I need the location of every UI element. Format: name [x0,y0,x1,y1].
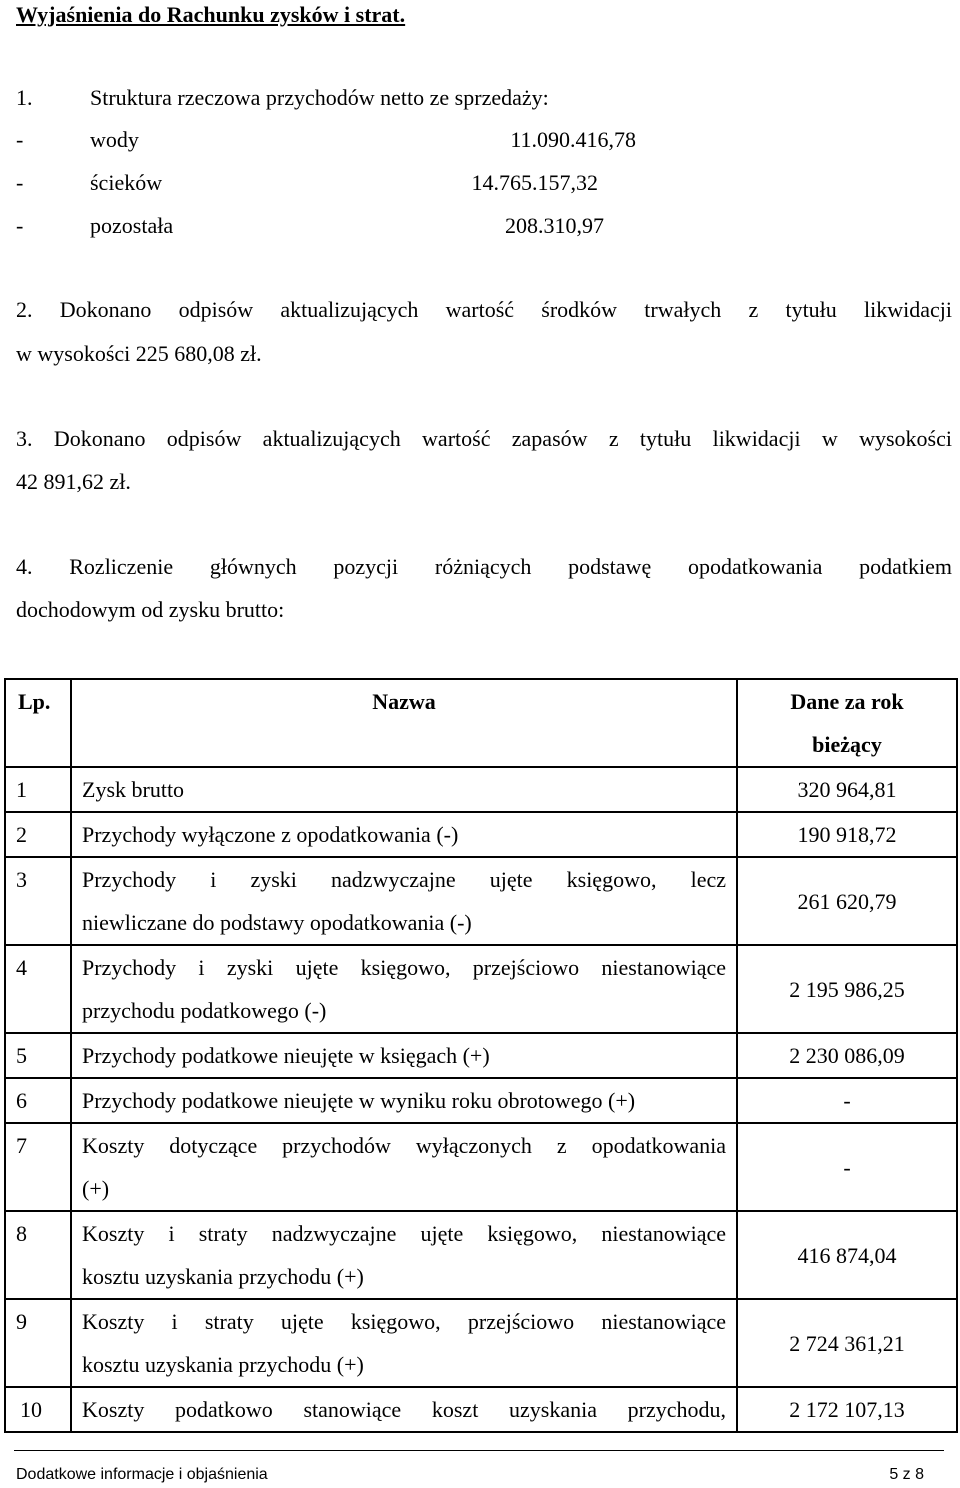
list-dash: - [16,170,24,195]
row-value: 2 724 361,21 [737,1299,957,1387]
row-name [71,857,737,945]
header-name: Nazwa [71,679,737,767]
row-name-line-1: Koszty i straty ujęte księgowo, przejściowo niestanowiące [82,1309,726,1334]
list-item-value: 11.090.416,78 [510,127,636,152]
row-name: Zysk brutto [71,767,737,812]
row-name-line-2: kosztu uzyskania przychodu (+) [82,1264,364,1289]
document-title: Wyjaśnienia do Rachunku zysków i strat. [16,2,406,27]
table-row [5,1123,957,1211]
footer-divider [14,1450,944,1451]
row-name-line-1: Koszty dotyczące przychodów wyłączonych z opodatkowania [82,1133,726,1158]
table-header-row [5,679,957,767]
row-lp: 7 [5,1123,71,1211]
section-4-line-2: dochodowym od zysku brutto: [16,597,285,622]
table-row [5,1299,957,1387]
table-row [5,1387,957,1432]
page-number: 5 z 8 [889,1466,924,1483]
section-1-heading: Struktura rzeczowa przychodów netto ze sprzedaży: [90,85,549,110]
table-row [5,767,957,812]
row-name-line-2: niewliczane do podstawy opodatkowania (-) [82,910,472,935]
row-name-line-1: Przychody i zyski ujęte księgowo, przejściowo niestanowiące [82,955,726,980]
list-item-value: 14.765.157,32 [471,170,598,195]
table-row [5,1033,957,1078]
section-3-line-1: 3. Dokonano odpisów aktualizujących wartość zapasów z tytułu likwidacji w wysokości [16,426,952,451]
row-name-line-2: (+) [82,1176,110,1201]
section-2-line-1: 2. Dokonano odpisów aktualizujących wartość środków trwałych z tytułu likwidacji [16,297,952,322]
header-value [737,679,957,767]
list-item-label: wody [90,127,139,152]
table-row [5,857,957,945]
row-value: 416 874,04 [737,1211,957,1299]
section-2-line-2: w wysokości 225 680,08 zł. [16,341,262,366]
row-lp: 5 [5,1033,71,1078]
row-lp: 10 [5,1387,71,1432]
section-3-line-2: 42 891,62 zł. [16,469,131,494]
row-lp: 2 [5,812,71,857]
row-name: Przychody podatkowe nieujęte w wyniku roku obrotowego (+) [71,1078,737,1123]
row-lp: 9 [5,1299,71,1387]
row-name: Przychody wyłączone z opodatkowania (-) [71,812,737,857]
row-name-line-2: przychodu podatkowego (-) [82,998,327,1023]
row-name [71,1299,737,1387]
section-4-line-1: 4. Rozliczenie głównych pozycji różniących podstawę opodatkowania podatkiem [16,554,952,579]
row-lp: 6 [5,1078,71,1123]
row-value: 320 964,81 [737,767,957,812]
row-value: 261 620,79 [737,857,957,945]
tax-reconciliation-table [4,678,958,1433]
header-lp: Lp. [5,679,71,767]
table-row [5,812,957,857]
header-value-line-1: Dane za rok [790,689,904,714]
row-value: 2 230 086,09 [737,1033,957,1078]
row-name: Przychody podatkowe nieujęte w księgach (+) [71,1033,737,1078]
row-name [71,1387,737,1432]
row-name [71,1123,737,1211]
row-name [71,1211,737,1299]
row-lp: 1 [5,767,71,812]
row-name-line-1: Koszty i straty nadzwyczajne ujęte księgowo, niestanowiące [82,1221,726,1246]
row-lp: 3 [5,857,71,945]
row-value: 2 172 107,13 [737,1387,957,1432]
row-value: - [737,1078,957,1123]
row-value: - [737,1123,957,1211]
header-value-line-2: bieżący [812,732,882,757]
row-name [71,945,737,1033]
table-row [5,945,957,1033]
table-row [5,1211,957,1299]
row-name-line-2: kosztu uzyskania przychodu (+) [82,1352,364,1377]
list-item-label: ścieków [90,170,163,195]
list-item-value: 208.310,97 [505,213,604,238]
table-row [5,1078,957,1123]
row-value: 2 195 986,25 [737,945,957,1033]
row-lp: 8 [5,1211,71,1299]
section-1-number: 1. [16,85,33,110]
row-name-line-1: Koszty podatkowo stanowiące koszt uzyskania przychodu, [82,1397,726,1422]
list-item-label: pozostała [90,213,174,238]
row-lp: 4 [5,945,71,1033]
list-dash: - [16,213,24,238]
list-dash: - [16,127,24,152]
row-value: 190 918,72 [737,812,957,857]
row-name-line-1: Przychody i zyski nadzwyczajne ujęte księgowo, lecz [82,867,726,892]
footer-label: Dodatkowe informacje i objaśnienia [16,1466,268,1483]
